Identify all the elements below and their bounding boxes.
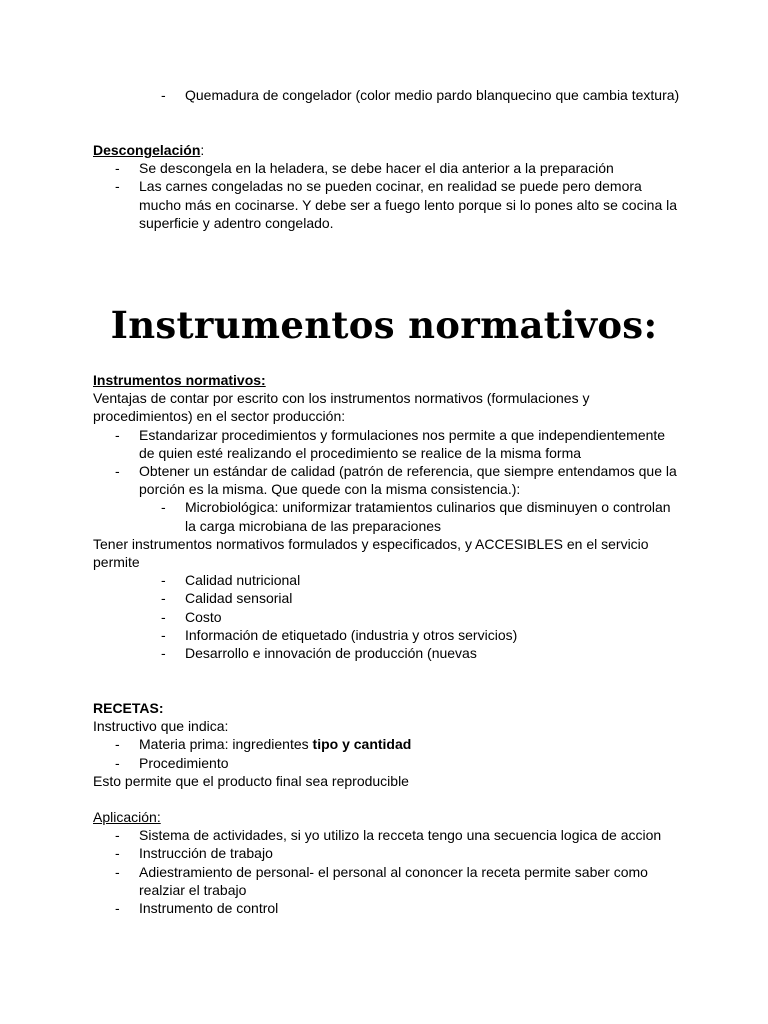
aplicacion-heading: Aplicación: [93, 809, 161, 825]
aplicacion-section [93, 808, 683, 917]
recetas-section [93, 699, 683, 790]
list-item [93, 462, 683, 498]
list-item-text: Adiestramiento de personal- el personal al cononcer la receta permite saber como realziar el trabajo [139, 863, 648, 898]
list-item-text: Estandarizar procedimientos y formulaciones nos permite a que independientemente de quien esté realizando el procedimiento se realice de la misma forma [139, 426, 666, 461]
list-item [93, 754, 683, 772]
bullet-dash: - [161, 626, 166, 643]
bullet-dash: - [115, 426, 120, 443]
list-item [93, 863, 683, 899]
list-item-text: Microbiológica: uniformizar tratamientos culinarios que disminuyen o controlan la carga microbiana de las preparaciones [185, 499, 671, 534]
bullet-dash: - [115, 160, 120, 177]
bullet-dash: - [161, 499, 166, 516]
list-item-text: Obtener un estándar de calidad (patrón de referencia, que siempre entendamos que la porción es la misma. Que quede con la misma consistencia.): [139, 463, 677, 498]
sub-list-item [93, 498, 683, 534]
bullet-dash: - [115, 845, 120, 862]
list-item-text: Calidad sensorial [185, 590, 293, 607]
list-item [93, 844, 683, 862]
list-item [93, 735, 683, 753]
bullet-dash: - [115, 827, 120, 844]
list-item-text: Instrucción de trabajo [139, 845, 273, 862]
instrumentos-heading: Instrumentos normativos: [93, 372, 266, 388]
list-item-text: Calidad nutricional [185, 572, 301, 589]
list-item-text: Quemadura de congelador (color medio pardo blanquecino que cambia textura) [185, 87, 680, 103]
list-item [93, 86, 683, 104]
bullet-dash: - [115, 863, 120, 880]
list-item-text: Instrumento de control [139, 900, 279, 917]
list-item [93, 644, 683, 662]
bullet-dash: - [115, 754, 120, 771]
list-item [93, 571, 683, 589]
bullet-dash: - [115, 178, 120, 195]
list-item [93, 426, 683, 462]
recetas-intro: Instructivo que indica: [93, 718, 229, 735]
recetas-heading: RECETAS: [93, 700, 164, 716]
heading-text: Descongelación [93, 142, 201, 158]
list-item [93, 159, 683, 177]
list-item [93, 608, 683, 626]
recetas-conclusion: Esto permite que el producto final sea reproducible [93, 772, 409, 789]
list-item-text: Procedimiento [139, 754, 229, 771]
list-item-text: Se descongela en la heladera, se debe hacer el dia anterior a la preparación [139, 160, 614, 177]
list-item [93, 177, 683, 232]
heading-suffix: : [200, 142, 205, 158]
list-item [93, 589, 683, 607]
bullet-dash: - [161, 608, 166, 625]
bold-text: tipo y cantidad [312, 736, 412, 753]
list-item [93, 826, 683, 844]
descongelacion-heading [93, 141, 683, 159]
list-item-text: Materia prima: ingredientes [139, 736, 313, 753]
instrumentos-para: Tener instrumentos normativos formulados y especificados, y ACCESIBLES en el servicio permite [93, 535, 649, 571]
list-item-text: Información de etiquetado (industria y otros servicios) [185, 626, 518, 643]
list-item-text: Costo [185, 608, 222, 625]
page-title: Instrumentos normativos: [110, 303, 658, 347]
bullet-dash: - [115, 736, 120, 753]
instrumentos-section [93, 371, 683, 662]
bullet-dash: - [161, 87, 166, 103]
list-item-text: Las carnes congeladas no se pueden cocinar, en realidad se puede pero demora mucho más en cocinarse. Y debe ser a fuego lento porque si lo pones alto se cocina la superficie y adentro congelado. [139, 178, 678, 231]
bullet-dash: - [161, 645, 166, 662]
bullet-dash: - [115, 463, 120, 480]
prev-section [93, 86, 683, 104]
list-item-text: Desarrollo e innovación de producción (nuevas [185, 645, 477, 662]
bullet-dash: - [115, 900, 120, 917]
list-item [93, 626, 683, 644]
bullet-dash: - [161, 572, 166, 589]
list-item-text: Sistema de actividades, si yo utilizo la recceta tengo una secuencia logica de accion [139, 827, 662, 844]
bullet-dash: - [161, 590, 166, 607]
list-item [93, 899, 683, 917]
instrumentos-intro: Ventajas de contar por escrito con los instrumentos normativos (formulaciones y procedimientos) en el sector producción: [93, 390, 590, 425]
descongelacion-section [93, 141, 683, 232]
